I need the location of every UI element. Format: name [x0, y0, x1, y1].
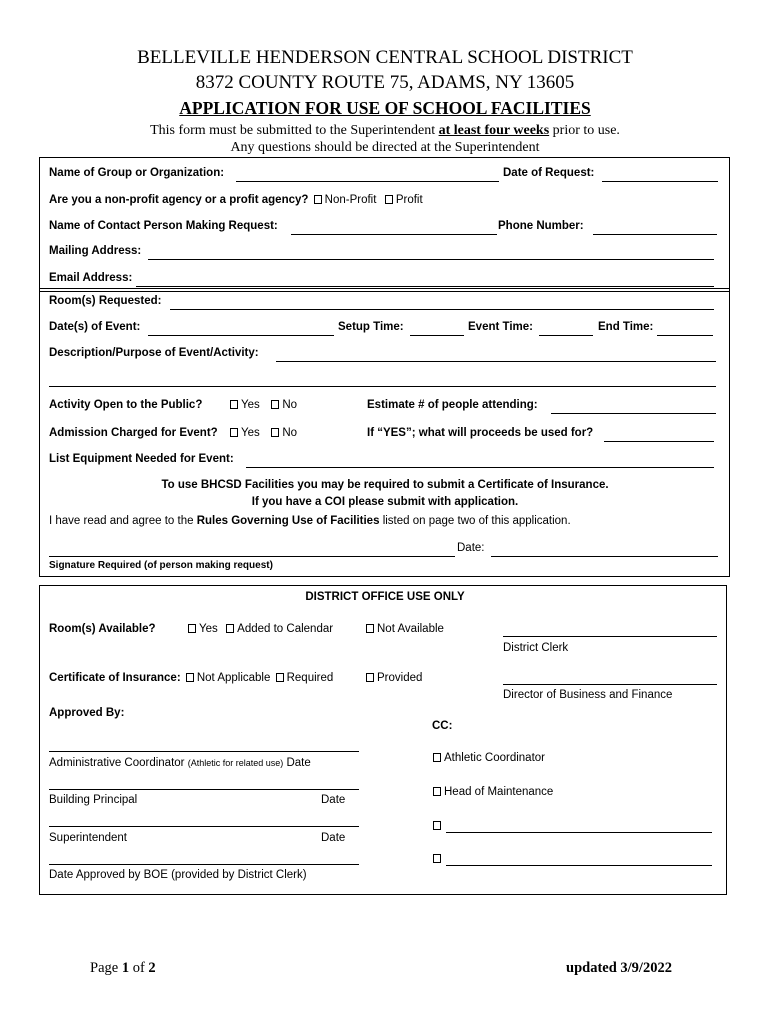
event-dates-field[interactable]: [148, 335, 334, 336]
not-applicable-checkbox[interactable]: [186, 673, 194, 682]
required-label: Required: [286, 672, 334, 684]
page-number: [90, 960, 156, 977]
mailing-label: Mailing Address:: [49, 245, 142, 257]
cc-other-2-checkbox[interactable]: [433, 854, 441, 863]
district-clerk-signature[interactable]: [503, 636, 717, 637]
insurance-note-2: If you have a COI please submit with application.: [251, 496, 519, 508]
page-of: of: [132, 960, 145, 976]
agreement-pre: I have read and agree to the: [49, 515, 194, 527]
boe-label: Date Approved by BOE (provided by District Clerk): [49, 869, 307, 881]
rooms-yes-checkbox[interactable]: [188, 624, 196, 633]
event-dates-label: Date(s) of Event:: [49, 321, 141, 333]
attendance-label: Estimate # of people attending:: [367, 399, 538, 411]
added-calendar-label: Added to Calendar: [237, 623, 334, 635]
open-public-label: Activity Open to the Public?: [49, 399, 203, 411]
rooms-yes-label: Yes: [199, 623, 218, 635]
provided-label: Provided: [377, 672, 423, 684]
end-time-label: End Time:: [598, 321, 654, 333]
proceeds-field[interactable]: [604, 441, 714, 442]
instructions-pre: This form must be submitted to the Superintendent: [150, 123, 436, 138]
cc-other-1-field[interactable]: [446, 832, 712, 833]
provided-option: [364, 672, 422, 684]
proceeds-label: If “YES”; what will proceeds be used for?: [367, 427, 594, 439]
end-time-field[interactable]: [657, 335, 713, 336]
district-address: 8372 COUNTY ROUTE 75, ADAMS, NY 13605: [195, 72, 575, 93]
open-public-options: [228, 399, 297, 411]
event-time-field[interactable]: [539, 335, 593, 336]
page-current: 1: [121, 960, 130, 976]
coi-label: Certificate of Insurance:: [49, 672, 181, 684]
rooms-available-options: [186, 623, 333, 635]
phone-label: Phone Number:: [498, 220, 584, 232]
rooms-requested-field[interactable]: [170, 309, 714, 310]
required-checkbox[interactable]: [276, 673, 284, 682]
admission-no-checkbox[interactable]: [271, 428, 279, 437]
open-public-no-label: No: [282, 399, 298, 411]
admission-options: [228, 427, 297, 439]
not-applicable-label: Not Applicable: [196, 672, 271, 684]
email-label: Email Address:: [49, 272, 133, 284]
agreement-post: listed on page two of this application.: [382, 515, 571, 527]
insurance-note-1: To use BHCSD Facilities you may be required to submit a Certificate of Insurance.: [161, 479, 609, 491]
principal-date-label: Date: [321, 794, 346, 806]
contact-field[interactable]: [291, 234, 497, 235]
agreement-line: [49, 515, 571, 527]
cc-other-1-option: [431, 820, 444, 832]
admin-coord-signature[interactable]: [49, 751, 359, 752]
open-public-yes-label: Yes: [241, 399, 260, 411]
description-field[interactable]: [276, 361, 716, 362]
signature-field[interactable]: [49, 556, 455, 557]
profit-label: Profit: [395, 194, 423, 206]
date-request-label: Date of Request:: [503, 167, 595, 179]
maintenance-option: [431, 786, 553, 798]
open-public-yes-checkbox[interactable]: [230, 400, 238, 409]
date-request-field[interactable]: [602, 181, 718, 182]
page-pre: Page: [90, 960, 119, 976]
instructions-line: [0, 123, 770, 139]
athletic-coord-checkbox[interactable]: [433, 753, 441, 762]
provided-checkbox[interactable]: [366, 673, 374, 682]
questions-note: Any questions should be directed at the Superintendent: [230, 140, 540, 155]
group-name-label: Name of Group or Organization:: [49, 167, 225, 179]
admin-coord-label: Administrative Coordinator: [49, 757, 185, 769]
signature-date-field[interactable]: [491, 556, 718, 557]
group-name-field[interactable]: [236, 181, 499, 182]
admin-coord-note: (Athletic for related use): [187, 758, 284, 768]
cc-label: CC:: [432, 720, 453, 732]
coi-row: [49, 672, 333, 684]
added-calendar-checkbox[interactable]: [226, 624, 234, 633]
setup-time-label: Setup Time:: [338, 321, 404, 333]
event-time-label: Event Time:: [468, 321, 533, 333]
admission-yes-label: Yes: [241, 427, 260, 439]
admission-label: Admission Charged for Event?: [49, 427, 218, 439]
maintenance-checkbox[interactable]: [433, 787, 441, 796]
email-field[interactable]: [136, 286, 714, 287]
superintendent-label: Superintendent: [49, 832, 128, 844]
rules-link[interactable]: Rules Governing Use of Facilities: [196, 515, 380, 527]
maintenance-label: Head of Maintenance: [444, 786, 554, 798]
nonprofit-checkbox[interactable]: [314, 195, 322, 204]
office-title: DISTRICT OFFICE USE ONLY: [305, 591, 465, 603]
cc-other-2-field[interactable]: [446, 865, 712, 866]
admin-coord-date-label: Date: [286, 757, 311, 769]
athletic-coord-option: [431, 752, 545, 764]
admission-yes-checkbox[interactable]: [230, 428, 238, 437]
admin-coord-row: [49, 757, 311, 769]
agency-question-label: Are you a non-profit agency or a profit agency?: [49, 194, 309, 206]
nonprofit-label: Non-Profit: [324, 194, 377, 206]
instructions-emphasis: at least four weeks: [438, 123, 550, 138]
cc-other-1-checkbox[interactable]: [433, 821, 441, 830]
not-available-option: [364, 623, 444, 635]
updated-date: updated 3/9/2022: [566, 960, 672, 976]
attendance-field[interactable]: [551, 413, 716, 414]
district-clerk-label: District Clerk: [503, 642, 569, 654]
instructions-post: prior to use.: [552, 123, 620, 138]
principal-label: Building Principal: [49, 794, 138, 806]
signature-date-label: Date:: [457, 542, 485, 554]
setup-time-field[interactable]: [410, 335, 464, 336]
description-label: Description/Purpose of Event/Activity:: [49, 347, 259, 359]
description-field-line-2[interactable]: [49, 386, 716, 387]
form-title: APPLICATION FOR USE OF SCHOOL FACILITIES: [179, 98, 591, 118]
mailing-field[interactable]: [148, 259, 714, 260]
equipment-label: List Equipment Needed for Event:: [49, 453, 234, 465]
superintendent-signature[interactable]: [49, 826, 359, 827]
superintendent-date-label: Date: [321, 832, 346, 844]
not-available-checkbox[interactable]: [366, 624, 374, 633]
director-label: Director of Business and Finance: [503, 689, 673, 701]
approved-by-label: Approved By:: [49, 707, 125, 719]
principal-signature[interactable]: [49, 789, 359, 790]
district-name: BELLEVILLE HENDERSON CENTRAL SCHOOL DISTRICT: [137, 47, 633, 68]
boe-signature[interactable]: [49, 864, 359, 865]
rooms-available-label: Room(s) Available?: [49, 623, 156, 635]
phone-field[interactable]: [593, 234, 717, 235]
admission-no-label: No: [282, 427, 298, 439]
contact-label: Name of Contact Person Making Request:: [49, 220, 278, 232]
equipment-field[interactable]: [246, 467, 714, 468]
signature-label: Signature Required (of person making request): [49, 560, 273, 571]
cc-other-2-option: [431, 853, 444, 865]
not-available-label: Not Available: [377, 623, 444, 635]
rooms-requested-label: Room(s) Requested:: [49, 295, 162, 307]
director-signature[interactable]: [503, 684, 717, 685]
page-total: 2: [148, 960, 156, 976]
agency-question-row: [49, 194, 423, 206]
open-public-no-checkbox[interactable]: [271, 400, 279, 409]
athletic-coord-label: Athletic Coordinator: [444, 752, 545, 764]
profit-checkbox[interactable]: [385, 195, 393, 204]
